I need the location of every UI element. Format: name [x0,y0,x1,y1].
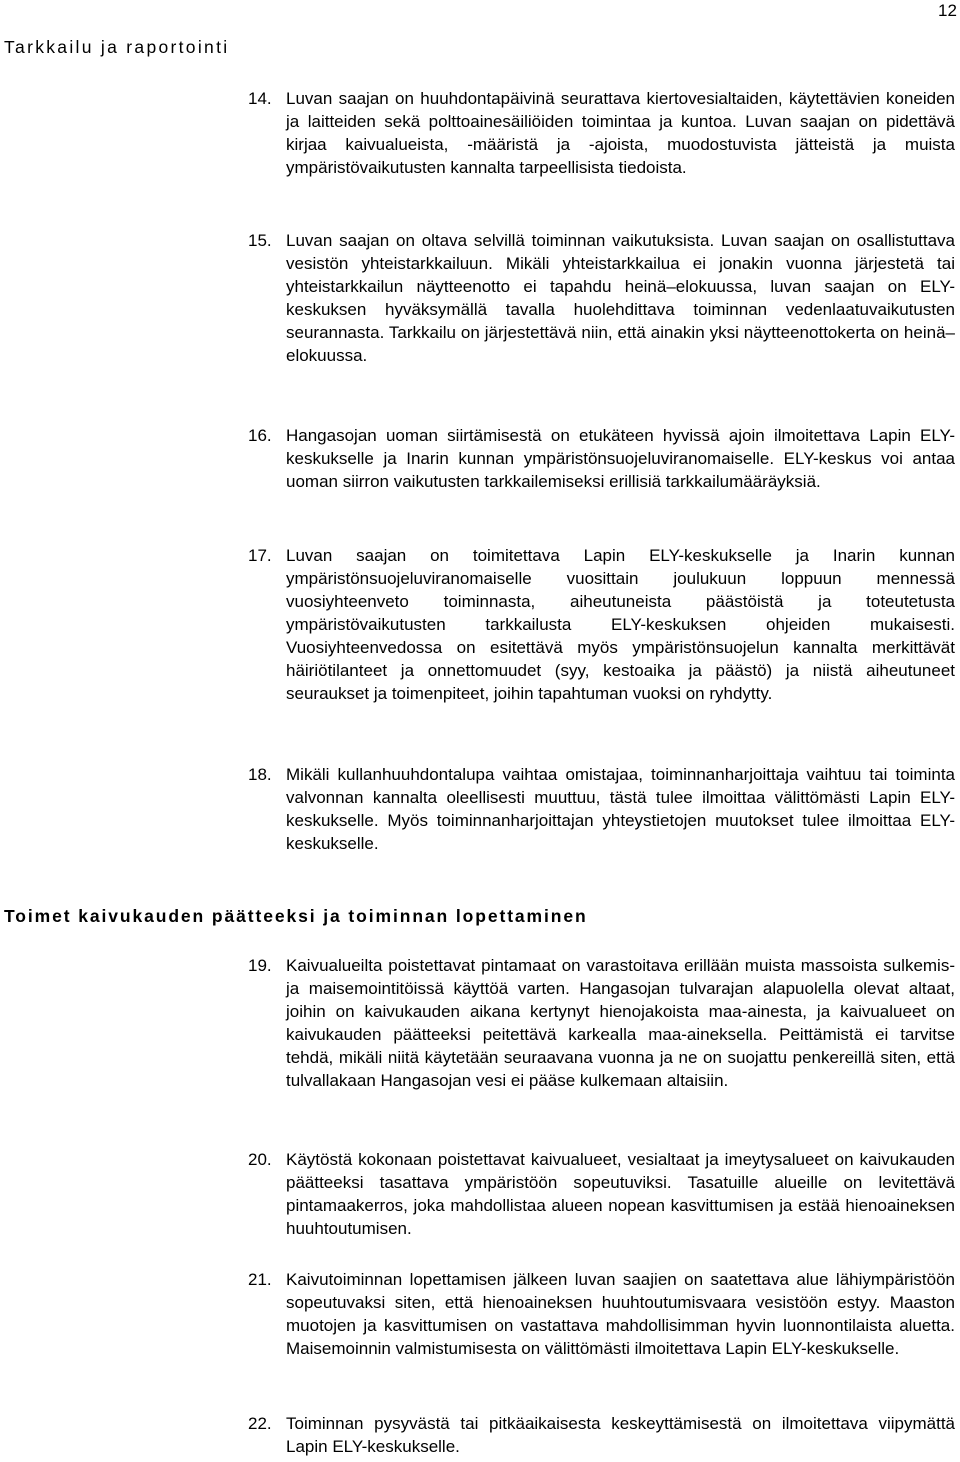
item-number: 18. [248,765,272,784]
item-text: Kaivutoiminnan lopettamisen jälkeen luvan saajien on saatettava alue lähiympäristöön sopeutuvaksi siten, että hienoaineksen huuhtoutumisvaara vesistöön estyy. Maaston muotojen ja kasvittumisen on vastattava mahdollisimman hyvin luonnontilaista aluetta. Maisemoinnin valmistumisesta on välittömästi ilmoitettava Lapin ELY-keskukselle. [286,1270,955,1358]
item-text: Luvan saajan on huuhdontapäivinä seurattava kiertovesialtaiden, käytettävien koneiden ja laitteiden sekä polttoainesäiliöiden toimintaa ja kuntoa. Luvan saajan on pidettävä kirjaa kaivualueista, -määristä ja -ajoista, muodostuvista jätteistä ja muista ympäristövaikutusten kannalta tarpeellisista tiedoista. [286,89,955,177]
item-number: 20. [248,1150,272,1169]
item-number: 16. [248,426,272,445]
item-text: Luvan saajan on toimitettava Lapin ELY-keskukselle ja Inarin kunnan ympäristönsuojeluviranomaiselle vuosittain joulukuun loppuun mennessä vuosiyhteenveto toiminnasta, aiheutuneista päästöistä ja toteutetusta ympäristövaikutusten tarkkailusta ELY-keskuksen ohjeiden mukaisesti. Vuosiyhteenvedossa on esitettävä myös ympäristönsuojelun kannalta merkittävät häiriötilanteet ja onnettomuudet (syy, kestoaika ja päästö) ja niistä aiheutuneet seuraukset ja toimenpiteet, joihin tapahtuman vuoksi on ryhdytty. [286,546,955,703]
list-item-14 [248,87,955,179]
list-item-22 [248,1412,955,1458]
list-item-21 [248,1268,955,1360]
item-text: Mikäli kullanhuuhdontalupa vaihtaa omistajaa, toiminnanharjoittaja vaihtuu tai toiminta valvonnan kannalta oleellisesti muuttuu, tästä tulee ilmoittaa välittömästi Lapin ELY-keskukselle. Myös toiminnanharjoittajan yhteystietojen muutokset tulee ilmoittaa ELY-keskukselle. [286,765,955,853]
page-number: 12 [938,1,957,20]
item-number: 21. [248,1270,272,1289]
section-heading-closure: Toimet kaivukauden päätteeksi ja toiminnan lopettaminen [4,906,588,926]
item-text: Kaivualueilta poistettavat pintamaat on varastoitava erillään muista massoista sulkemis- ja maisemointitöissä käyttöä varten. Hangasojan tulvarajan alapuolella olevat altaat, joihin on kaivukauden aikana kertynyt hienojakoista maa-ainesta, ja kaivualueet on kaivukauden päätteeksi peitettävä karkealla maa-aineksella. Peittämistä ei tarvitse tehdä, mikäli niitä käytetään seuraavana vuonna ja ne on suojattu penkereillä siten, että tulvallakaan Hangasojan vesi ei pääse kulkemaan altaisiin. [286,956,955,1090]
list-item-16 [248,424,955,493]
item-number: 17. [248,546,272,565]
list-item-15 [248,229,955,367]
item-number: 14. [248,89,272,108]
item-number: 15. [248,231,272,250]
item-text: Toiminnan pysyvästä tai pitkäaikaisesta keskeyttämisestä on ilmoitettava viipymättä Lapin ELY-keskukselle. [286,1414,955,1456]
item-text: Luvan saajan on oltava selvillä toiminnan vaikutuksista. Luvan saajan on osallistuttava vesistön yhteistarkkailuun. Mikäli yhteistarkkailua ei jonakin vuonna järjestetä tai yhteistarkkailun näytteenotto ei tapahdu heinä–elokuussa, luvan saajan on ELY-keskuksen hyväksymällä tavalla huolehdittava toiminnan vedenlaatuvaikutusten seurannasta. Tarkkailu on järjestettävä niin, että ainakin yksi näytteenottokerta on heinä–elokuussa. [286,231,955,365]
list-item-17 [248,544,955,705]
list-item-18 [248,763,955,855]
item-number: 22. [248,1414,272,1433]
item-text: Käytöstä kokonaan poistettavat kaivualueet, vesialtaat ja imeytysalueet on kaivukauden päätteeksi tasattava ympäristöön sopeutuviksi. Tasatuille alueille on levitettävä pintamaakerros, joka mahdollistaa alueen nopean kasvittumisen ja estää hienoaineksen huuhtoutumisen. [286,1150,955,1238]
item-text: Hangasojan uoman siirtämisestä on etukäteen hyvissä ajoin ilmoitettava Lapin ELY-keskukselle ja Inarin kunnan ympäristönsuojeluviranomaiselle. ELY-keskus voi antaa uoman siirron vaikutusten tarkkailemiseksi erillisiä tarkkailumääräyksiä. [286,426,955,491]
list-item-19 [248,954,955,1092]
item-number: 19. [248,956,272,975]
list-item-20 [248,1148,955,1240]
section-heading-monitoring: Tarkkailu ja raportointi [4,37,230,57]
